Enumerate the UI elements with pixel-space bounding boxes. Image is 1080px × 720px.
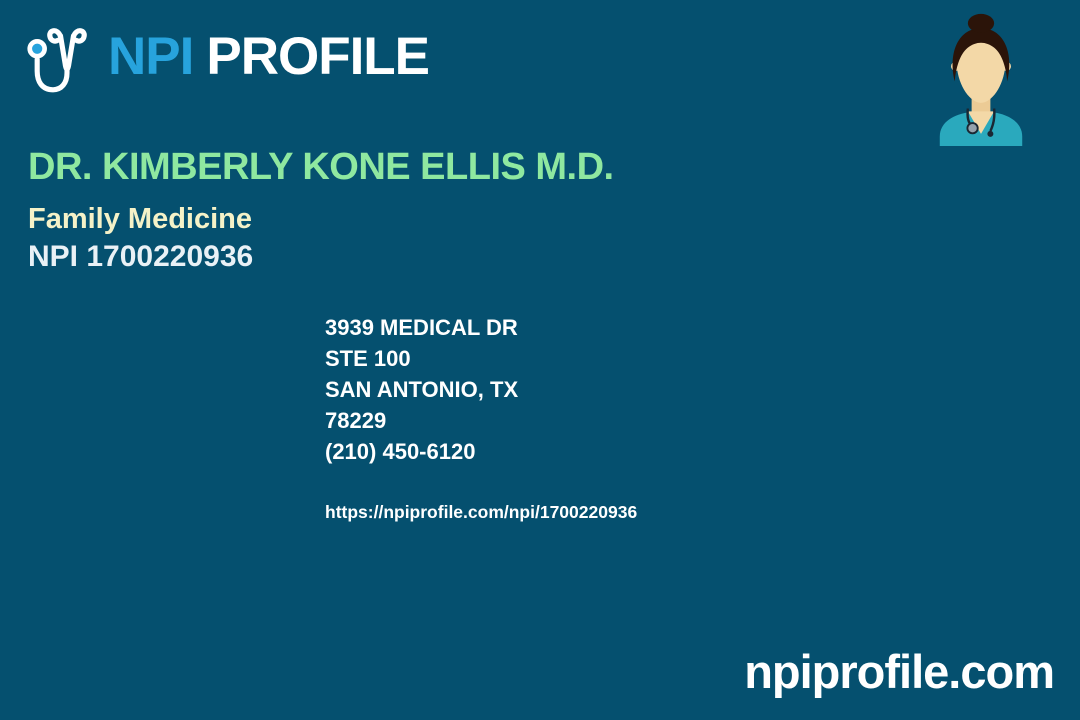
specialty: Family Medicine — [28, 203, 253, 235]
doctor-name: DR. KIMBERLY KONE ELLIS M.D. — [28, 146, 614, 188]
logo-brand-npi: NPI — [108, 26, 194, 86]
logo — [26, 18, 429, 100]
npi-number: NPI 1700220936 — [28, 240, 254, 273]
doctor-avatar — [934, 12, 1028, 151]
profile-url[interactable]: https://npiprofile.com/npi/1700220936 — [325, 502, 638, 522]
address-line-suite: STE 100 — [325, 346, 411, 371]
female-doctor-avatar-icon — [934, 12, 1028, 146]
address-block — [325, 312, 518, 467]
phone-number: (210) 450-6120 — [325, 439, 476, 464]
site-name: npiprofile.com — [744, 645, 1054, 698]
logo-brand-profile: PROFILE — [206, 26, 430, 86]
logo-text — [108, 26, 430, 89]
address-line-city-state: SAN ANTONIO, TX — [325, 377, 519, 402]
address-line-zip: 78229 — [325, 408, 387, 433]
stethoscope-icon — [26, 18, 108, 100]
address-line-street: 3939 MEDICAL DR — [325, 315, 518, 340]
